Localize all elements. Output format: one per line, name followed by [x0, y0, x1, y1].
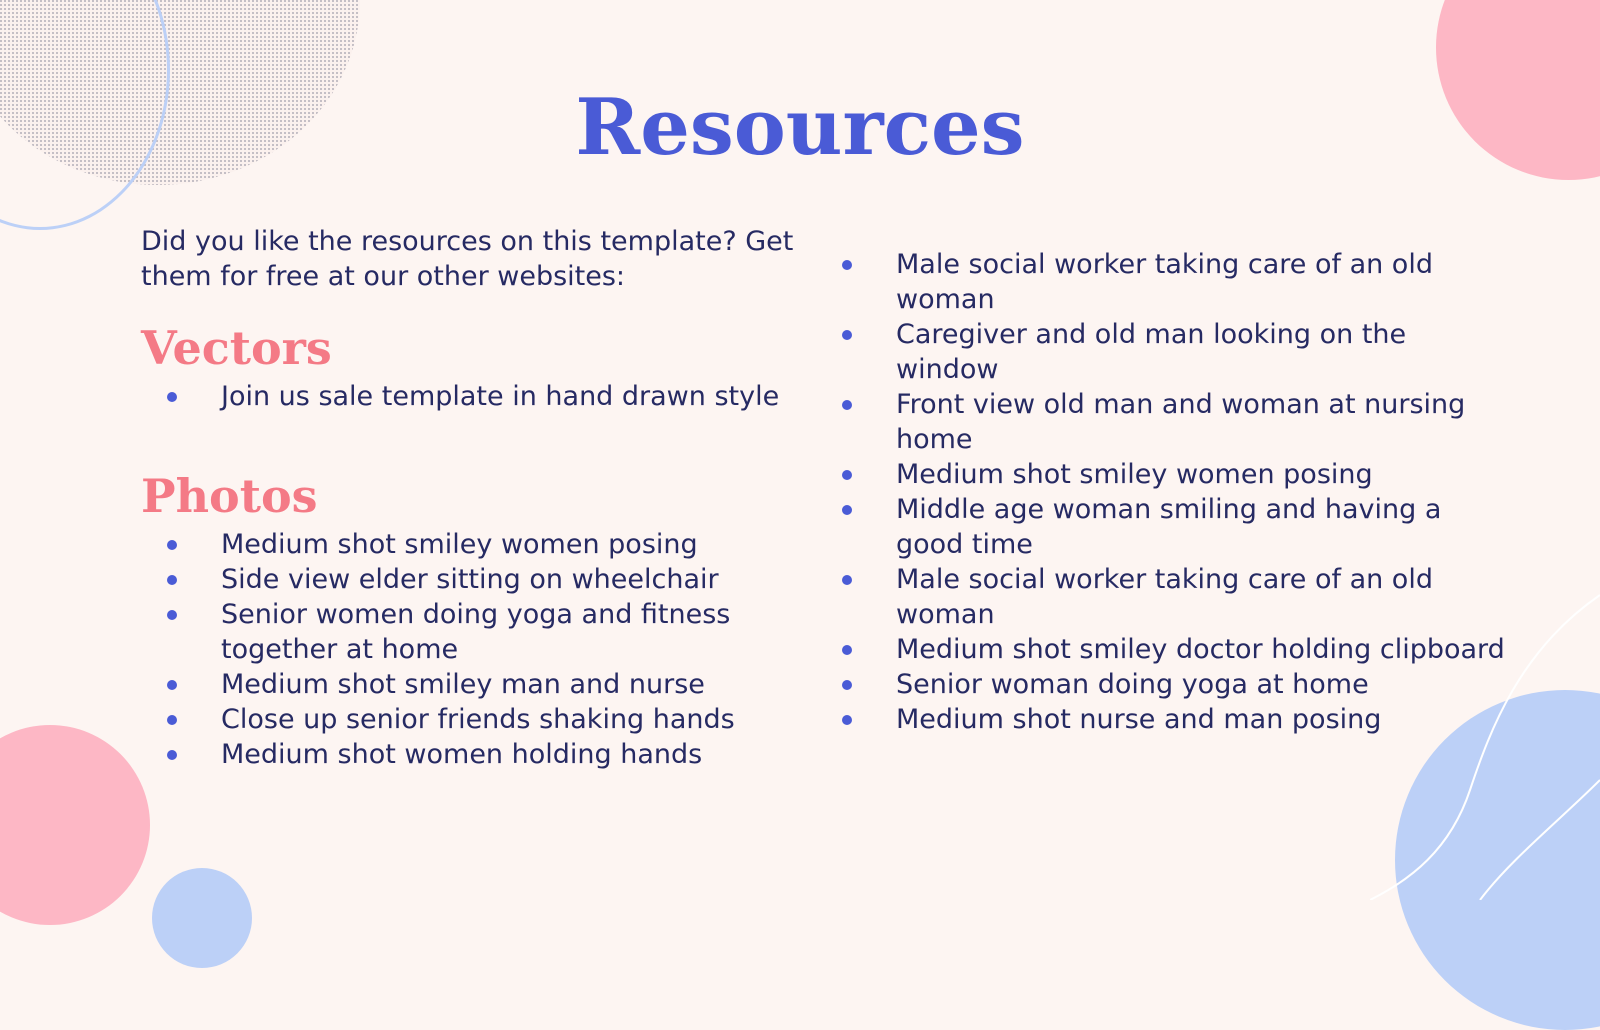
bullet-icon	[842, 505, 852, 515]
bullet-icon	[167, 715, 177, 725]
list-item-text: Medium shot smiley women posing	[896, 459, 1373, 490]
list-item-text: Middle age woman smiling and having a good time	[896, 494, 1442, 560]
bullet-icon	[842, 400, 852, 410]
bullet-icon	[167, 680, 177, 690]
bullet-icon	[842, 680, 852, 690]
bullet-icon	[167, 540, 177, 550]
list-item-text: Medium shot smiley doctor holding clipboard	[896, 634, 1505, 665]
list-item	[816, 667, 1516, 702]
list-item-text: Senior women doing yoga and fitness together at home	[221, 599, 731, 665]
page-title: Resources	[575, 82, 1025, 173]
vectors-list	[141, 379, 781, 414]
bullet-icon	[167, 575, 177, 585]
list-item	[141, 597, 781, 667]
list-item	[141, 667, 781, 702]
bullet-icon	[167, 392, 177, 402]
vectors-heading: Vectors	[141, 321, 332, 375]
list-item	[816, 632, 1516, 667]
list-item	[816, 317, 1516, 387]
bullet-icon	[167, 750, 177, 760]
bullet-icon	[842, 645, 852, 655]
bullet-icon	[842, 330, 852, 340]
intro-text: Did you like the resources on this template? Get them for free at our other websites:	[141, 226, 794, 292]
bullet-icon	[842, 470, 852, 480]
list-item	[816, 702, 1516, 737]
list-item	[816, 457, 1516, 492]
list-item-text: Male social worker taking care of an old woman	[896, 564, 1433, 630]
list-item-text: Caregiver and old man looking on the window	[896, 319, 1407, 385]
list-item	[141, 737, 781, 772]
list-item-text: Join us sale template in hand drawn style	[221, 381, 780, 412]
bullet-icon	[842, 260, 852, 270]
list-item-text: Front view old man and woman at nursing home	[896, 389, 1466, 455]
list-item	[816, 387, 1516, 457]
list-item	[141, 702, 781, 737]
list-item-text: Side view elder sitting on wheelchair	[221, 564, 719, 595]
list-item	[816, 562, 1516, 632]
list-item	[141, 379, 781, 414]
bullet-icon	[842, 575, 852, 585]
list-item	[816, 247, 1516, 317]
list-item	[141, 527, 781, 562]
list-item-text: Medium shot smiley man and nurse	[221, 669, 705, 700]
list-item-text: Senior woman doing yoga at home	[896, 669, 1369, 700]
blue-circle-bottom	[152, 868, 252, 968]
photos-heading: Photos	[141, 469, 318, 523]
list-item-text: Male social worker taking care of an old woman	[896, 249, 1433, 315]
list-item-text: Medium shot smiley women posing	[221, 529, 698, 560]
bullet-icon	[167, 610, 177, 620]
photos-list	[141, 527, 781, 772]
list-item	[141, 562, 781, 597]
pink-circle-bottom-left	[0, 725, 150, 925]
bullet-icon	[842, 715, 852, 725]
right-photos-list	[816, 247, 1516, 737]
list-item-text: Medium shot women holding hands	[221, 739, 703, 770]
list-item	[816, 492, 1516, 562]
list-item-text: Medium shot nurse and man posing	[896, 704, 1382, 735]
list-item-text: Close up senior friends shaking hands	[221, 704, 735, 735]
